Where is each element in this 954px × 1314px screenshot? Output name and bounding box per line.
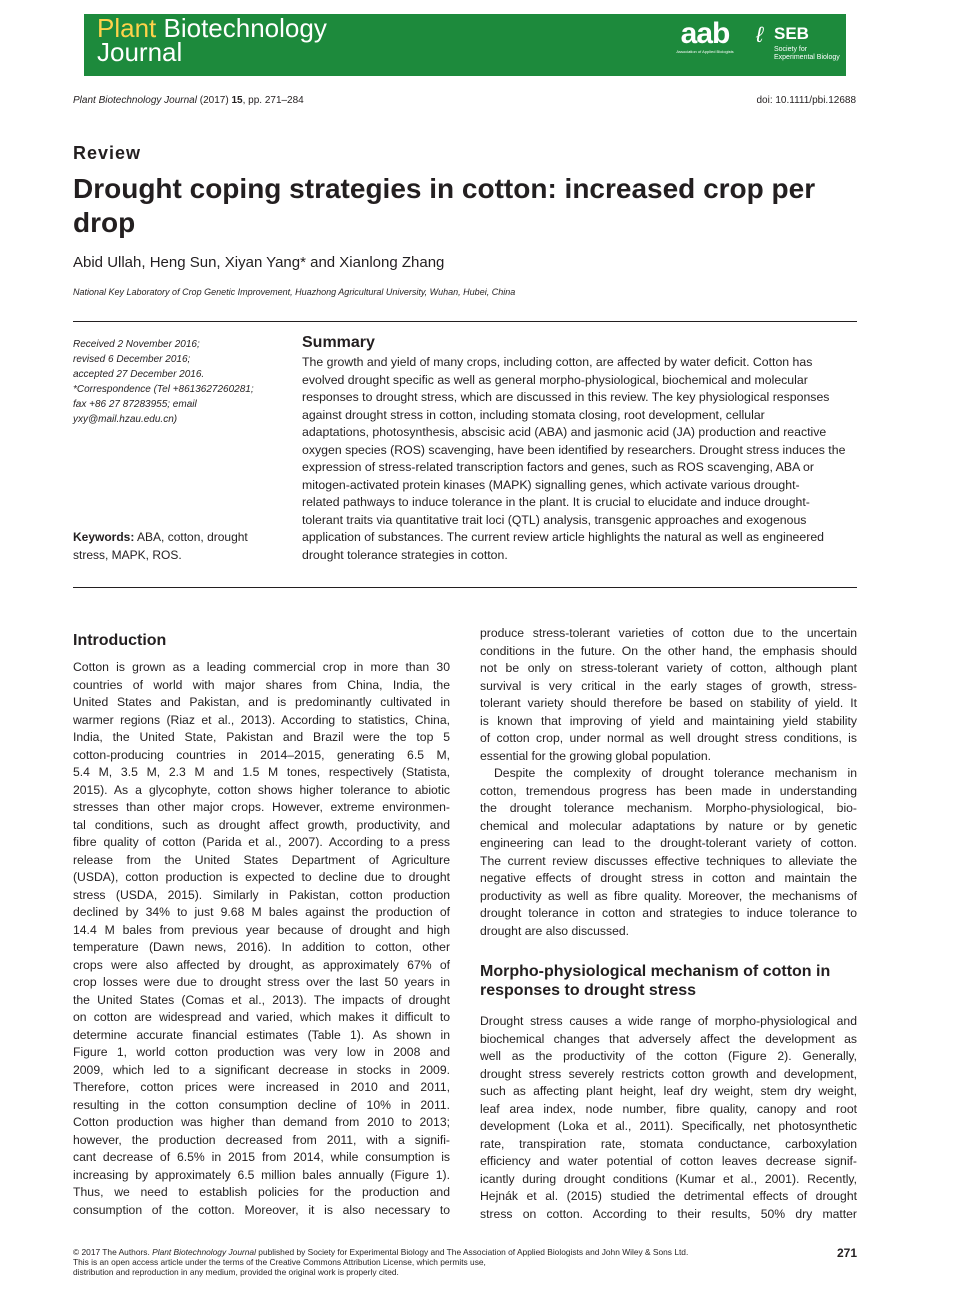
body-line: determine accurate financial estimates (Table 1). As shown in <box>73 1027 450 1042</box>
body-line: however, the production decreased from 2011, with a signifi- <box>73 1132 450 1147</box>
summary-line: tolerant traits via quantitative trait loci (QTL) analysis, transgenic approaches and exogenous <box>302 512 807 527</box>
summary-body <box>302 354 858 564</box>
summary-line: The growth and yield of many crops, including cotton, are affected by water deficit. Cotton has <box>302 355 813 369</box>
history-line: yxy@mail.hzau.edu.cn) <box>73 414 178 425</box>
summary-line: related pathways to induce tolerance in the plant. It is crucial to elucidate and induce drought- <box>302 495 810 509</box>
body-line: not be only on stress-tolerant variety of cotton, although plant <box>480 661 857 675</box>
body-line: negative effects of drought stress in cotton and maintain the <box>480 871 857 885</box>
body-line: the United States (Comas et al., 2013). The impacts of drought <box>73 992 450 1007</box>
aab-logo-word: aab <box>680 17 730 50</box>
body-line: cotton, tremendous progress has been made in understanding <box>480 783 857 798</box>
body-line: icantly during drought conditions (Kumar et al., 2001). Recently, <box>480 1171 857 1186</box>
body-line: warmer regions (Riaz et al., 2013). According to statistics, China, <box>73 712 450 727</box>
body-line: chemical and molecular adaptations by nature or by genetic <box>480 818 857 833</box>
journal-name-plant: Plant <box>97 13 157 43</box>
keywords-line: ABA, cotton, drought <box>134 530 248 544</box>
body-line: biochemical changes that adversely affect the development as <box>480 1031 857 1046</box>
body-line: on cotton are widespread and varied, which makes it difficult to <box>73 1010 450 1024</box>
body-line: consumption of the cotton. Moreover, it is also necessary to <box>73 1202 450 1217</box>
footer-copyright: © 2017 The Authors. <box>73 1247 153 1257</box>
copyright-footer <box>73 1247 857 1277</box>
footer-license-line: This is an open access article under the terms of the Creative Commons Attribution License, which permits use, <box>73 1257 486 1267</box>
body-line: engineering can lead to the drought-tolerant variety of cotton. <box>480 836 857 850</box>
journal-name <box>97 13 327 67</box>
history-line: *Correspondence (Tel +8613627260281; <box>73 384 254 395</box>
body-line: well as the productivity of the cotton (Figure 2). Generally, <box>480 1049 857 1063</box>
citation-volume: 15 <box>231 95 243 106</box>
article-type: Review <box>73 143 142 163</box>
seb-logo-subtitle-1: Society for <box>774 46 808 53</box>
morpho-heading-line: responses to drought stress <box>480 982 697 999</box>
body-line: countries of world with major shares from China, India, the <box>73 677 450 692</box>
citation-pages: , pp. 271–284 <box>242 95 304 106</box>
body-line: leaf area index, node number, fibre quality, canopy and root <box>480 1101 857 1116</box>
citation-year: (2017) <box>196 95 232 106</box>
body-line: declined by 34% to just 9.68 M bales against the production of <box>73 905 450 919</box>
body-line: stress (USDA, 2015). Similarly in Pakistan, cotton production <box>73 887 450 902</box>
body-line: Cotton is grown as a leading commercial crop in more than 30 <box>73 660 450 674</box>
keywords <box>73 528 285 564</box>
body-line: (USDA), cotton production is expected to decline due to drought <box>73 870 450 884</box>
morpho-heading-line: Morpho-physiological mechanism of cotton in <box>480 963 831 980</box>
body-line: crops were also affected by drought, as approximately 67% of <box>73 957 450 972</box>
journal-name-journal: Journal <box>97 37 183 67</box>
body-line: conditions in the future. On the other hand, the emphasis should <box>480 643 857 658</box>
body-line: United States and Pakistan, and is predominantly cultivated in <box>73 695 450 709</box>
history-line: fax +86 27 87283955; email <box>73 399 197 410</box>
body-line: resulting in the cotton consumption decline of 10% in 2011. <box>73 1097 450 1112</box>
right-column <box>480 625 857 1223</box>
body-line: the drought tolerance mechanism. Morpho-physiological, bio- <box>480 801 857 815</box>
body-line: temperature (Dawn news, 2016). In addition to cotton, other <box>73 940 450 954</box>
body-line: Drought stress causes a wide range of morpho-physiological and <box>480 1014 857 1028</box>
seb-logo-word: SEB <box>774 24 809 43</box>
body-line: 14.4 M bales from previous year because of drought and high <box>73 922 450 937</box>
history-line: accepted 27 December 2016. <box>73 369 205 380</box>
body-line: development (Loka et al., 2011). Specifically, net photosynthetic <box>480 1119 857 1133</box>
body-line: 2015). As a glycophyte, cotton shows higher tolerance to abiotic <box>73 782 450 797</box>
body-line: Figure 1, world cotton production was very low in 2008 and <box>73 1045 450 1059</box>
body-line: stresses than other major crops. However, extreme environmen- <box>73 800 450 814</box>
body-line: 2009, which led to a significant decrease in stocks in 2009. <box>73 1062 450 1077</box>
footer-license-line: distribution and reproduction in any medium, provided the original work is properly cited. <box>73 1267 399 1277</box>
divider-bottom <box>73 587 857 588</box>
keywords-label: Keywords: <box>73 530 135 544</box>
keywords-line: stress, MAPK, ROS. <box>73 548 182 562</box>
divider-top <box>73 321 857 322</box>
body-line: drought are also discussed. <box>480 923 630 938</box>
summary-line: adaptations, photosynthesis, abscisic acid (ABA) and jasmonic acid (JA) production and reactive <box>302 425 827 439</box>
body-line: drought stress severely restricts cotton growth and development, <box>480 1066 857 1081</box>
article-title: Drought coping strategies in cotton: increased crop per drop <box>73 173 816 238</box>
seb-logo-subtitle-2: Experimental Biology <box>774 54 840 61</box>
morpho-section-heading <box>480 962 857 1000</box>
body-line: produce stress-tolerant varieties of cotton due to the uncertain <box>480 626 857 640</box>
summary-heading: Summary <box>302 334 375 351</box>
body-line: fibre quality of cotton (Parida et al., 2007). According to a press <box>73 835 450 849</box>
body-line: crop losses were due to drought stress over the last 50 years in <box>73 975 450 989</box>
body-line: cant decrease of 6.5% in 2015 from 2014, while consumption is <box>73 1150 450 1164</box>
body-line: is known that improving of yield and maintaining yield stability <box>480 713 857 728</box>
article-history <box>73 337 285 427</box>
footer-journal: Plant Biotechnology Journal <box>152 1247 256 1257</box>
summary-line: application of substances. The current review article highlights the natural as well as engineered <box>302 530 825 544</box>
body-line: Cotton production was higher than demand from 2010 to 2013; <box>73 1115 450 1129</box>
footer-publisher: published by Society for Experimental Biology and The Association of Applied Biologists and John Wiley & Sons Ltd. <box>255 1247 689 1257</box>
body-line: of cotton crop, under normal as well drought stress conditions, is <box>480 731 857 745</box>
journal-name-biotechnology: Biotechnology <box>156 13 327 43</box>
body-line: Hejnák et al. (2015) studied the detrimental effects of drought <box>480 1189 857 1203</box>
body-line: tal conditions, such as drought affect growth, productivity, and <box>73 817 450 832</box>
body-line: such as affecting plant height, leaf dry weight, stem dry weight, <box>480 1084 857 1098</box>
seb-logo-subtitle <box>774 46 854 62</box>
affiliation: National Key Laboratory of Crop Genetic Improvement, Huazhong Agricultural University, Wuhan, Hubei, China <box>73 287 516 297</box>
citation-journal: Plant Biotechnology Journal <box>73 95 197 106</box>
body-line: India, the United State, Pakistan and Brazil were the top 5 <box>73 730 450 744</box>
summary-line: evolved drought specific as well as general morpho-physiological, biochemical and molecular <box>302 372 808 387</box>
aab-logo <box>666 19 744 54</box>
body-line: stress on cotton. According to their results, 50% dry matter <box>480 1206 857 1221</box>
summary-line: oxygen species (ROS) scavenging, have been identified by researchers. Drought stress induces the <box>302 442 846 457</box>
body-line: rate, transpiration rate, stomata conductance, carboxylation <box>480 1136 857 1151</box>
journal-banner <box>84 14 846 76</box>
body-line: survival is very critical in the early stages of growth, stress- <box>480 678 857 693</box>
body-line: efficiency and water potential of cotton leaves decrease signif- <box>480 1154 857 1168</box>
seb-logo-icon: ℓ <box>756 22 764 47</box>
body-line: essential for the growing global population. <box>480 748 712 763</box>
body-line: release from the United States Department of Agriculture <box>73 852 450 867</box>
summary-line: against drought stress in cotton, including stomata closing, root development, cellular <box>302 407 765 422</box>
page-number: 271 <box>836 1246 857 1260</box>
body-line: tolerant variety should therefore be based on stability of yield. It <box>480 696 857 710</box>
history-line: revised 6 December 2016; <box>73 354 191 365</box>
doi-link[interactable]: doi: 10.1111/pbi.12688 <box>756 95 856 106</box>
aab-logo-subtitle: Association of Applied Biologists <box>676 49 734 54</box>
summary-line: mitogen-activated protein kinases (MAPK) signalling genes, which activate various drought- <box>302 477 800 492</box>
journal-citation <box>73 95 304 106</box>
left-column <box>73 659 450 1219</box>
body-line: Thus, we need to establish policies for the production and <box>73 1185 450 1199</box>
summary-line: responses to drought stress, which are discussed in this review. The key physiological responses <box>302 390 830 404</box>
summary-line: expression of stress-related transcription factors and genes, such as ROS scavenging, ABA or <box>302 460 814 474</box>
introduction-heading: Introduction <box>73 632 167 649</box>
author-list: Abid Ullah, Heng Sun, Xiyan Yang* and Xianlong Zhang <box>73 254 445 271</box>
body-line: cotton-producing countries in 2014–2015, generating 6.5 M, <box>73 747 450 762</box>
body-line: The current review discusses effective techniques to alleviate the <box>480 853 857 868</box>
body-line: Therefore, cotton prices were increased in 2010 and 2011, <box>73 1080 450 1094</box>
body-line: 5.4 M, 3.5 M, 2.3 M and 1.5 M tones, respectively (Statista, <box>73 765 450 779</box>
body-line: productivity as well as fibre quality. Moreover, the mechanisms of <box>480 888 857 903</box>
history-line: Received 2 November 2016; <box>73 339 200 350</box>
summary-line: drought tolerance strategies in cotton. <box>302 547 508 562</box>
body-line: drought tolerance in cotton and strategies to induce tolerance to <box>480 906 857 920</box>
body-line: Despite the complexity of drought tolerance mechanism in <box>494 766 857 780</box>
body-line: increasing by approximately 6.5 million bales annually (Figure 1). <box>73 1167 450 1182</box>
